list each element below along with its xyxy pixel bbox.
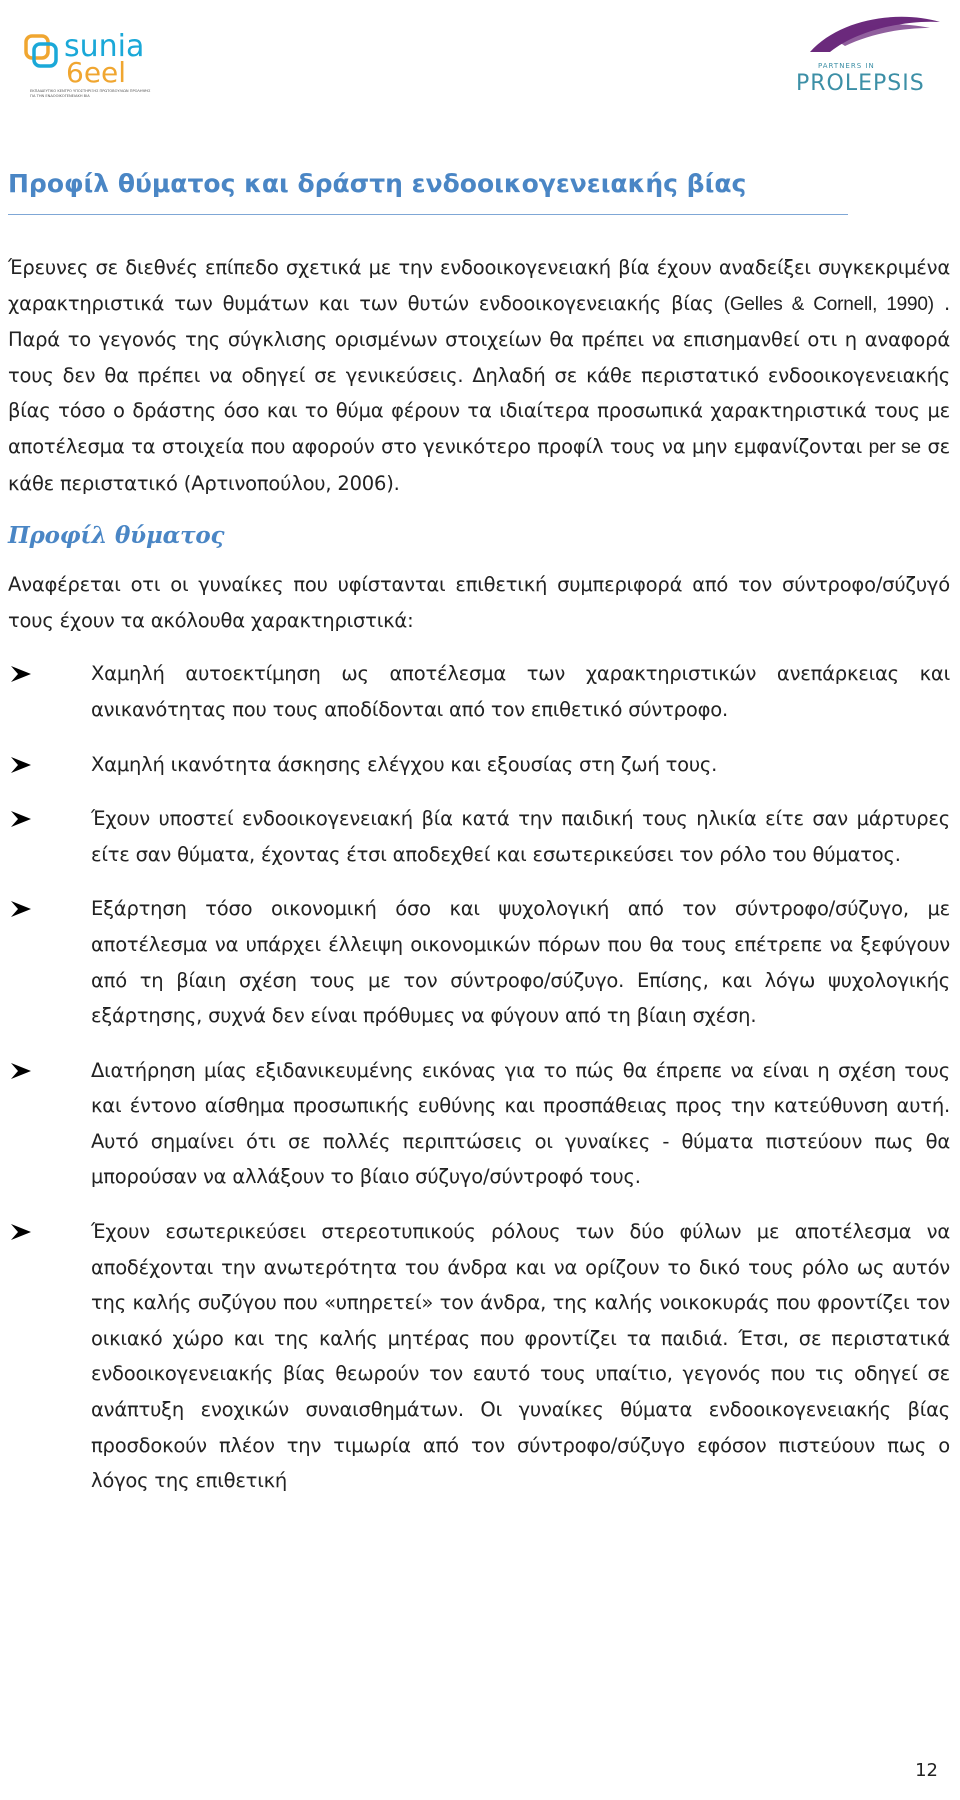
list-item <box>8 656 950 727</box>
victim-intro-paragraph: Αναφέρεται οτι οι γυναίκες που υφίστανται επιθετική συμπεριφορά από τον σύντροφο/σύζυγό τους έχουν τα ακόλουθα χαρακτηριστικά: <box>8 573 950 632</box>
list-item <box>8 747 950 783</box>
title-underline <box>8 214 848 215</box>
intro-paragraph <box>8 250 950 501</box>
list-item-text: Χαμηλή ικανότητα άσκησης ελέγχου και εξουσίας στη ζωή τους. <box>91 752 718 776</box>
list-item <box>8 801 950 872</box>
logo-caption-line1: ΕΚΠΑΙΔΕΥΤΙΚΟ ΚΕΝΤΡΟ ΥΠΟΣΤΗΡΙΞΗΣ ΠΡΩΤΟΒΟΥΛΙΩΝ ΠΡΟΛΗΨΗΣ <box>30 89 151 93</box>
logo-wordmark-top: sunia <box>64 29 145 64</box>
list-item-text: Διατήρηση μίας εξιδανικευμένης εικόνας για το πώς θα έπρεπε να είναι η σχέση τους και έντονο αίσθημα προσωπικής ευθύνης και προσπάθειας προς την κατεύθυνση αυτή. Αυτό σημαίνει ότι σε πολλές περιπτώσεις οι γυναίκες - θύματα πιστεύουν πως θα μπορούσαν να αλλάξουν το βίαιο σύζυγο/σύντροφό τους. <box>91 1058 950 1189</box>
logo-tagline: PARTNERS IN <box>818 62 875 70</box>
document-body <box>8 250 950 1518</box>
characteristics-list <box>8 656 950 1498</box>
list-item <box>8 1214 950 1499</box>
page-header <box>0 0 960 110</box>
subheading-victim-profile: Προφίλ θύματος <box>8 522 225 550</box>
intro-part2: . Παρά το γεγονός της σύγκλισης ορισμένων στοιχείων θα πρέπει να επισημανθεί οτι η αναφορά τους δεν θα πρέπει να οδηγεί σε γενικεύσεις. Δηλαδή σε κάθε περιστατικό ενδοοικογενειακής βίας τόσο ο δράστης όσο και το θύμα φέρουν τα ιδιαίτερα προσωπικά χαρακτηριστικά τους με αποτέλεσμα τα στοιχεία που αφορούν στο γενικότερο προφίλ τους να μην εμφανίζονται <box>8 291 950 458</box>
list-item <box>8 1053 950 1195</box>
list-item-text: Έχουν υποστεί ενδοοικογενειακή βία κατά την παιδική τους ηλικία είτε σαν μάρτυρες είτε σαν θύματα, έχοντας έτσι αποδεχθεί και εσωτερικεύσει τον ρόλο του θύματος. <box>91 807 950 866</box>
arrowhead-bullet-icon <box>10 810 32 828</box>
section-title: Προφίλ θύματος και δράστη ενδοοικογενειακής βίας <box>8 169 747 198</box>
section-heading-block <box>8 166 848 215</box>
arrowhead-bullet-icon <box>10 1223 32 1241</box>
arrowhead-bullet-icon <box>10 756 32 774</box>
list-item-text: Εξάρτηση τόσο οικονομική όσο και ψυχολογική από τον σύντροφο/σύζυγο, με αποτέλεσμα να υπάρχει έλλειψη οικονομικών πόρων που θα τους επέτρεπε να ξεφύγουν από τη βίαιη σχέση τους με τον σύντροφο/σύζυγο. Επίσης, και λόγω ψυχολογικής εξάρτησης, συχνά δεν είναι πρόθυμες να φύγουν από τη βίαιη σχέση. <box>91 897 950 1028</box>
list-item-text: Χαμηλή αυτοεκτίμηση ως αποτέλεσμα των χαρακτηριστικών ανεπάρκειας και ανικανότητας που τους αποδίδονται από τον επιθετικό σύντροφο. <box>91 662 950 721</box>
logo-wordmark-bottom: 6eel <box>66 56 127 89</box>
page-number: 12 <box>915 1760 938 1781</box>
prolepsis-logo <box>790 6 950 98</box>
arrowhead-bullet-icon <box>10 665 32 683</box>
sunia-geel-logo <box>20 18 210 100</box>
prolepsis-swoosh-icon <box>810 17 940 52</box>
list-item-text: Έχουν εσωτερικεύσει στερεοτυπικούς ρόλους των δύο φύλων με αποτέλεσμα να αποδέχονται την ανωτερότητα του άνδρα και να ορίζουν το δικό τους ρόλο ως αυτόν της καλής συζύγου που «υπηρετεί» τον άνδρα, της καλής νοικοκυράς που φροντίζει τον οικιακό χώρο και της καλής μητέρας που φροντίζει τα παιδιά. Έτσι, σε περιστατικά ενδοοικογενειακής βίας θεωρούν τον εαυτό τους υπαίτιο, γεγονός που τις οδηγεί σε ανάπτυξη ενοχικών συναισθημάτων. Οι γυναίκες θύματα ενδοοικογενειακής βίας προσδοκούν πλέον την τιμωρία από τον σύντροφο/σύζυγο εφόσον πιστεύουν πως ο λόγος της επιθετική <box>91 1220 950 1493</box>
intro-citation: (Gelles & Cornell, 1990) <box>723 293 934 315</box>
intro-part3: σε κάθε περιστατικό (Αρτινοπούλου, 2006). <box>8 434 951 495</box>
logo-caption-line2: ΓΙΑ ΤΗΝ ΕΝΔΟΟΙΚΟΓΕΝΕΙΑΚΗ ΒΙΑ <box>30 94 90 98</box>
list-item <box>8 891 950 1033</box>
arrowhead-bullet-icon <box>10 900 32 918</box>
sunia-mark-icon <box>26 36 56 66</box>
intro-part1: Έρευνες σε διεθνές επίπεδο σχετικά με την ενδοοικογενειακή βία έχουν αναδείξει συγκεκριμένα χαρακτηριστικά των θυμάτων και των θυτών ενδοοικογενειακής βίας <box>8 256 950 315</box>
logo-wordmark: PROLEPSIS <box>796 71 925 96</box>
intro-latin-phrase: per se <box>868 436 921 458</box>
arrowhead-bullet-icon <box>10 1062 32 1080</box>
